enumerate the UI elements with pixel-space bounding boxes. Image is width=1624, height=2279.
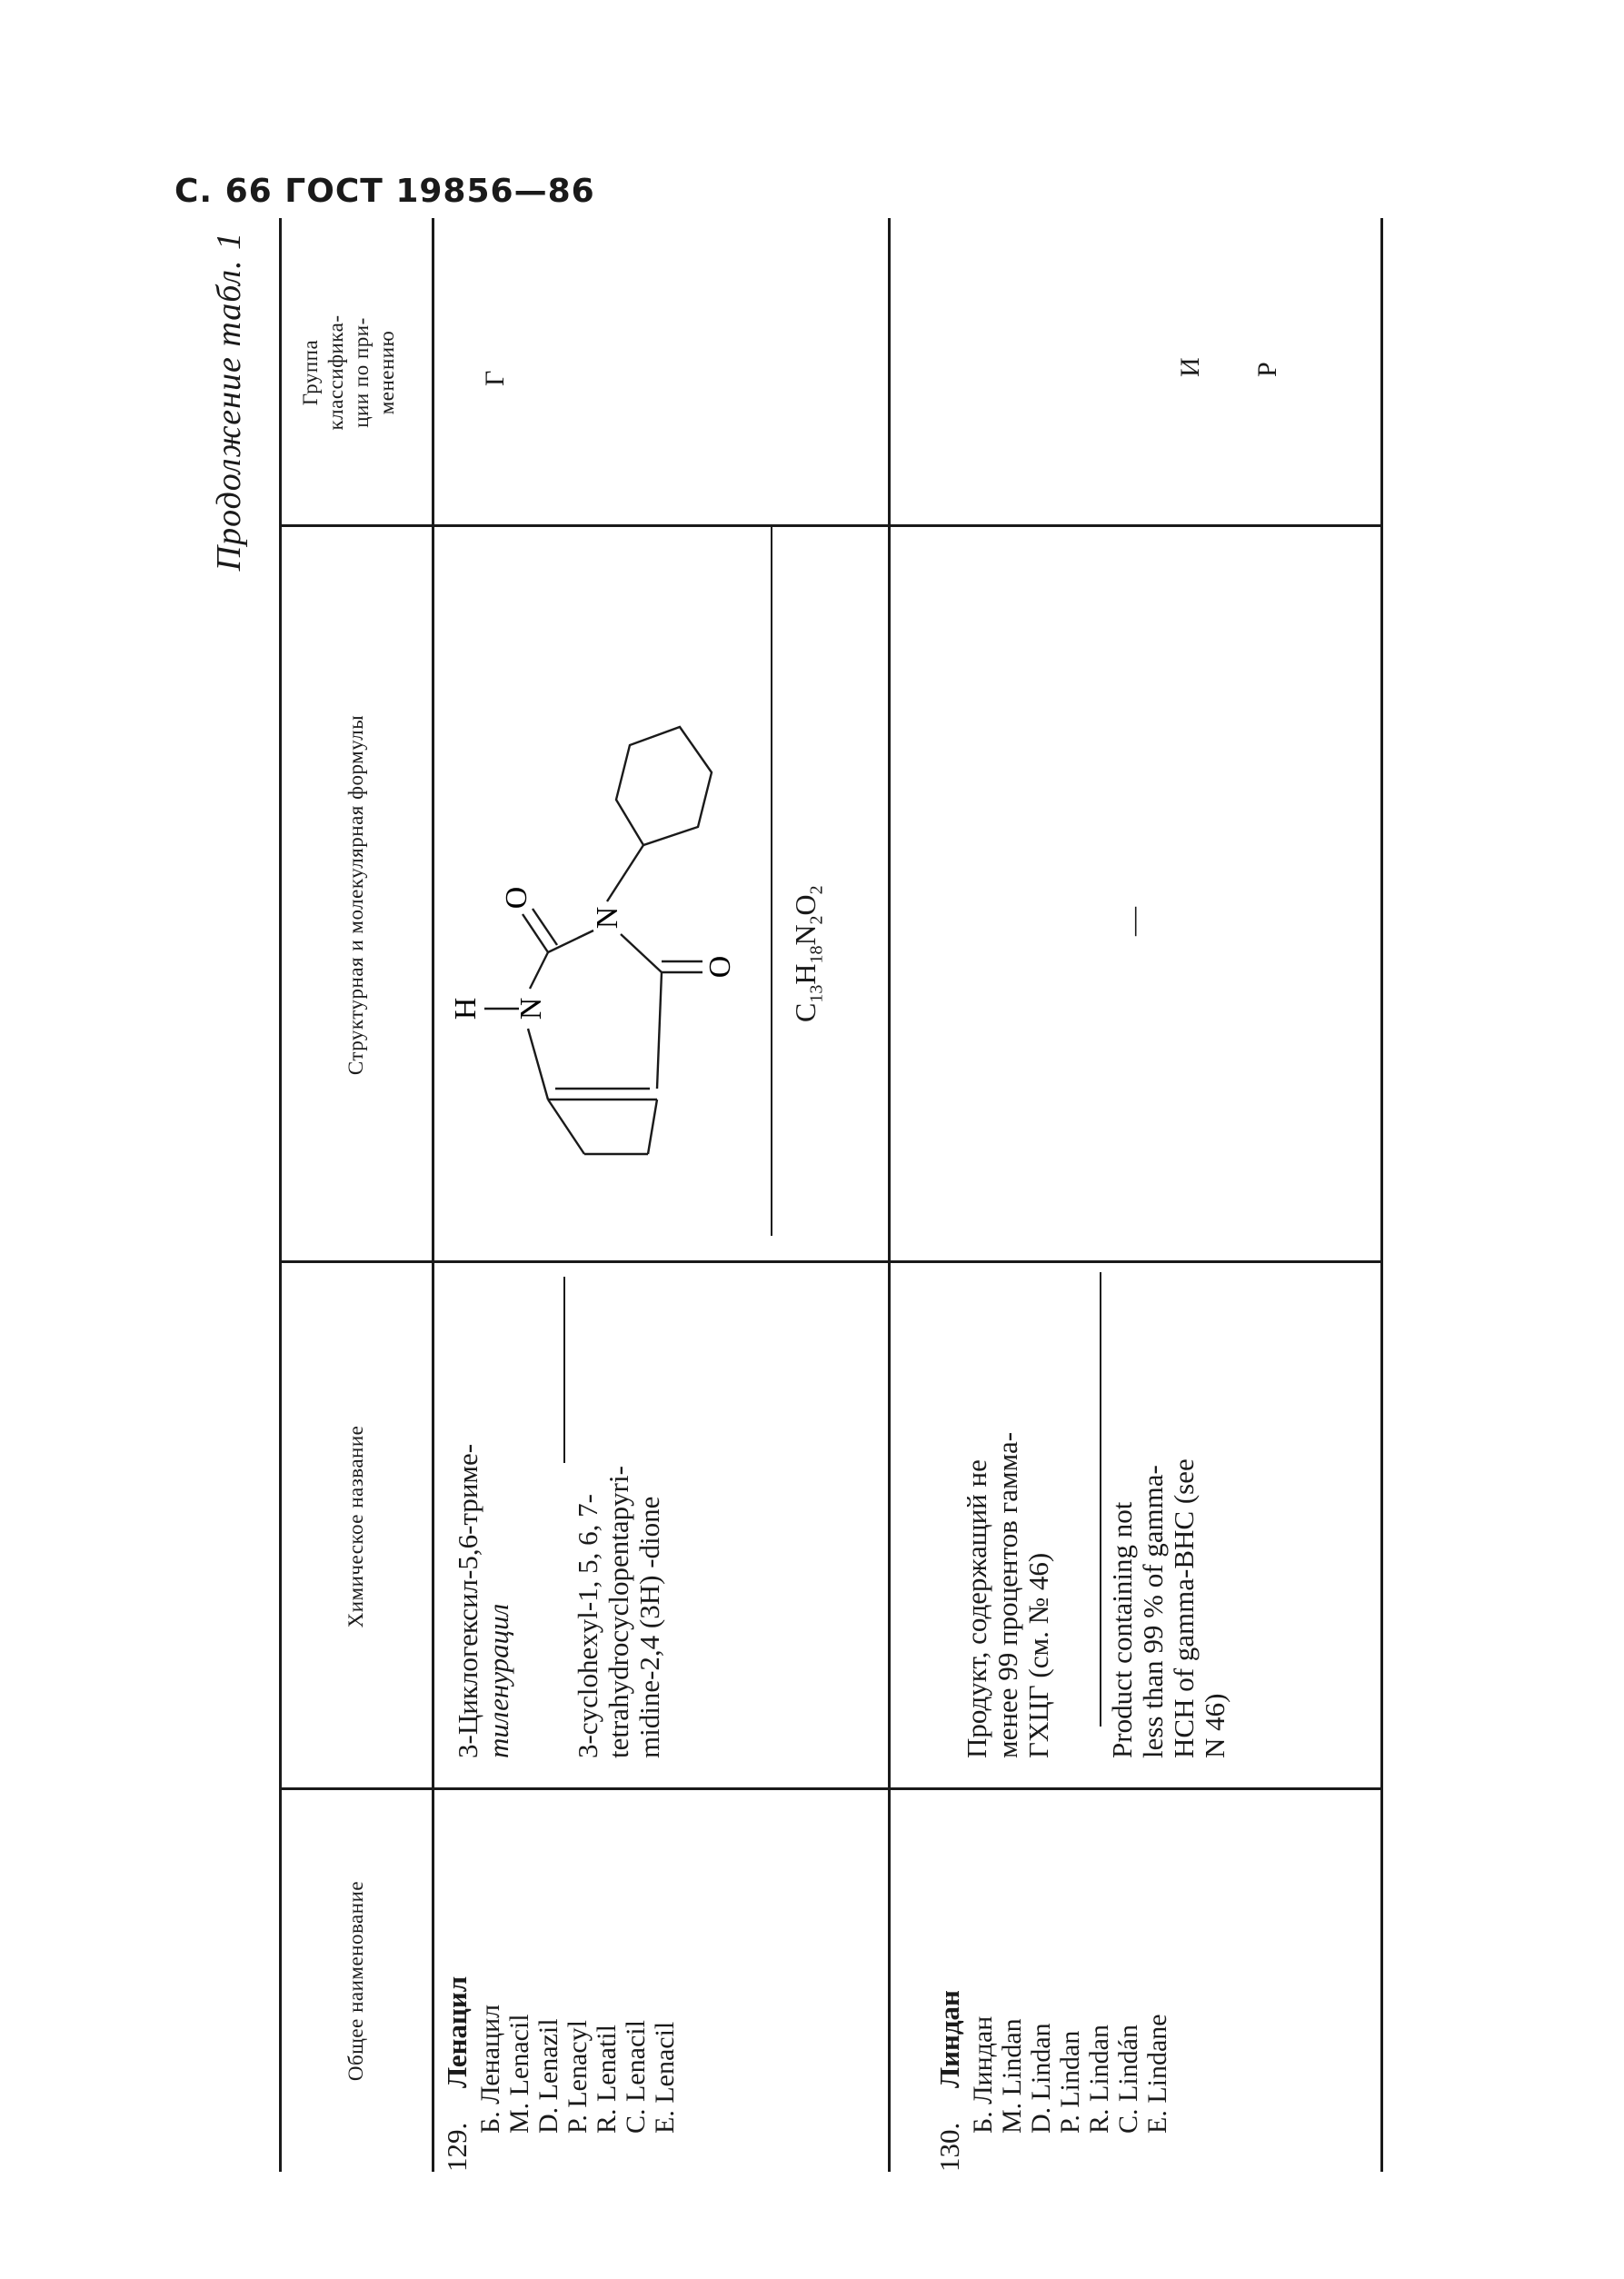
column-header-group: Группа классифика- ции по при- менению bbox=[299, 314, 398, 431]
page-number: С. 66 bbox=[174, 173, 273, 210]
row-129-name: Ленацил bbox=[441, 1975, 473, 2088]
row-129-chemical-ru: 3-Циклогексил-5,6-триме- тиленурацил bbox=[452, 1443, 514, 1758]
row-130-chemical-en: Product containing not less than 99 % of gamma- HCH of gamma-BHC (see N 46) bbox=[1106, 1458, 1230, 1758]
chem-sub-rule-1 bbox=[563, 1277, 565, 1463]
row-129-number: 129. bbox=[441, 2122, 473, 2172]
column-header-common-name: Общее наименование bbox=[344, 1880, 367, 2082]
header-bottom-rule bbox=[432, 218, 434, 2172]
column-divider-1 bbox=[279, 1787, 1380, 1790]
column-divider-3 bbox=[279, 524, 1380, 527]
lenacil-structure bbox=[439, 554, 766, 1190]
formula-sub-rule-1 bbox=[771, 527, 772, 1236]
atom-n1: N bbox=[514, 997, 548, 1020]
atom-n3: N bbox=[591, 906, 624, 930]
row-130-formula-dash: — bbox=[1116, 907, 1149, 936]
atom-o2: O bbox=[500, 886, 533, 910]
row-130-group-2: Р bbox=[1252, 362, 1282, 377]
row-130-names: Б. Линдан M. Lindan D. Lindan P. Lindan R. Lindan C. Lindán E. Lindane bbox=[968, 2014, 1172, 2134]
column-divider-2 bbox=[279, 1260, 1380, 1263]
row-129-chemical-en: 3-cyclohexyl-1, 5, 6, 7- tetrahydrocyclopentapyri- midine-2,4 (3H) -dione bbox=[572, 1466, 665, 1758]
row-130-name: Линдан bbox=[933, 1990, 965, 2088]
row-130-group-1: И bbox=[1175, 357, 1205, 377]
row-130-number: 130. bbox=[933, 2122, 965, 2172]
row-separator bbox=[888, 218, 891, 2172]
chem-sub-rule-2 bbox=[1100, 1272, 1101, 1727]
table-continuation-title: Продолжение табл. 1 bbox=[210, 232, 248, 572]
page-header bbox=[174, 173, 595, 210]
row-129-molecular-formula: $C_{13}H_{18}N_2O_2$ bbox=[789, 885, 827, 1022]
standard-number: ГОСТ 19856—86 bbox=[284, 173, 595, 210]
atom-h: H bbox=[449, 997, 483, 1020]
row-129-names: Б. Ленацил M. Lenacil D. Lenazil P. Lenacyl R. Lenatil C. Lenacil E. Lenacil bbox=[475, 2004, 680, 2134]
row-130-chemical-ru: Продукт, содержащий не менее 99 процентов гамма- ГХЦГ (см. № 46) bbox=[961, 1431, 1054, 1758]
row-129-group: Г bbox=[480, 370, 510, 386]
rotated-table-page bbox=[207, 218, 1452, 2172]
column-header-formula: Структурная и молекулярная формулы bbox=[344, 714, 367, 1076]
column-header-chemical-name: Химическое название bbox=[344, 1425, 367, 1628]
table-top-rule bbox=[279, 218, 282, 2172]
atom-o4: O bbox=[703, 955, 737, 979]
table-bottom-rule bbox=[1380, 218, 1383, 2172]
